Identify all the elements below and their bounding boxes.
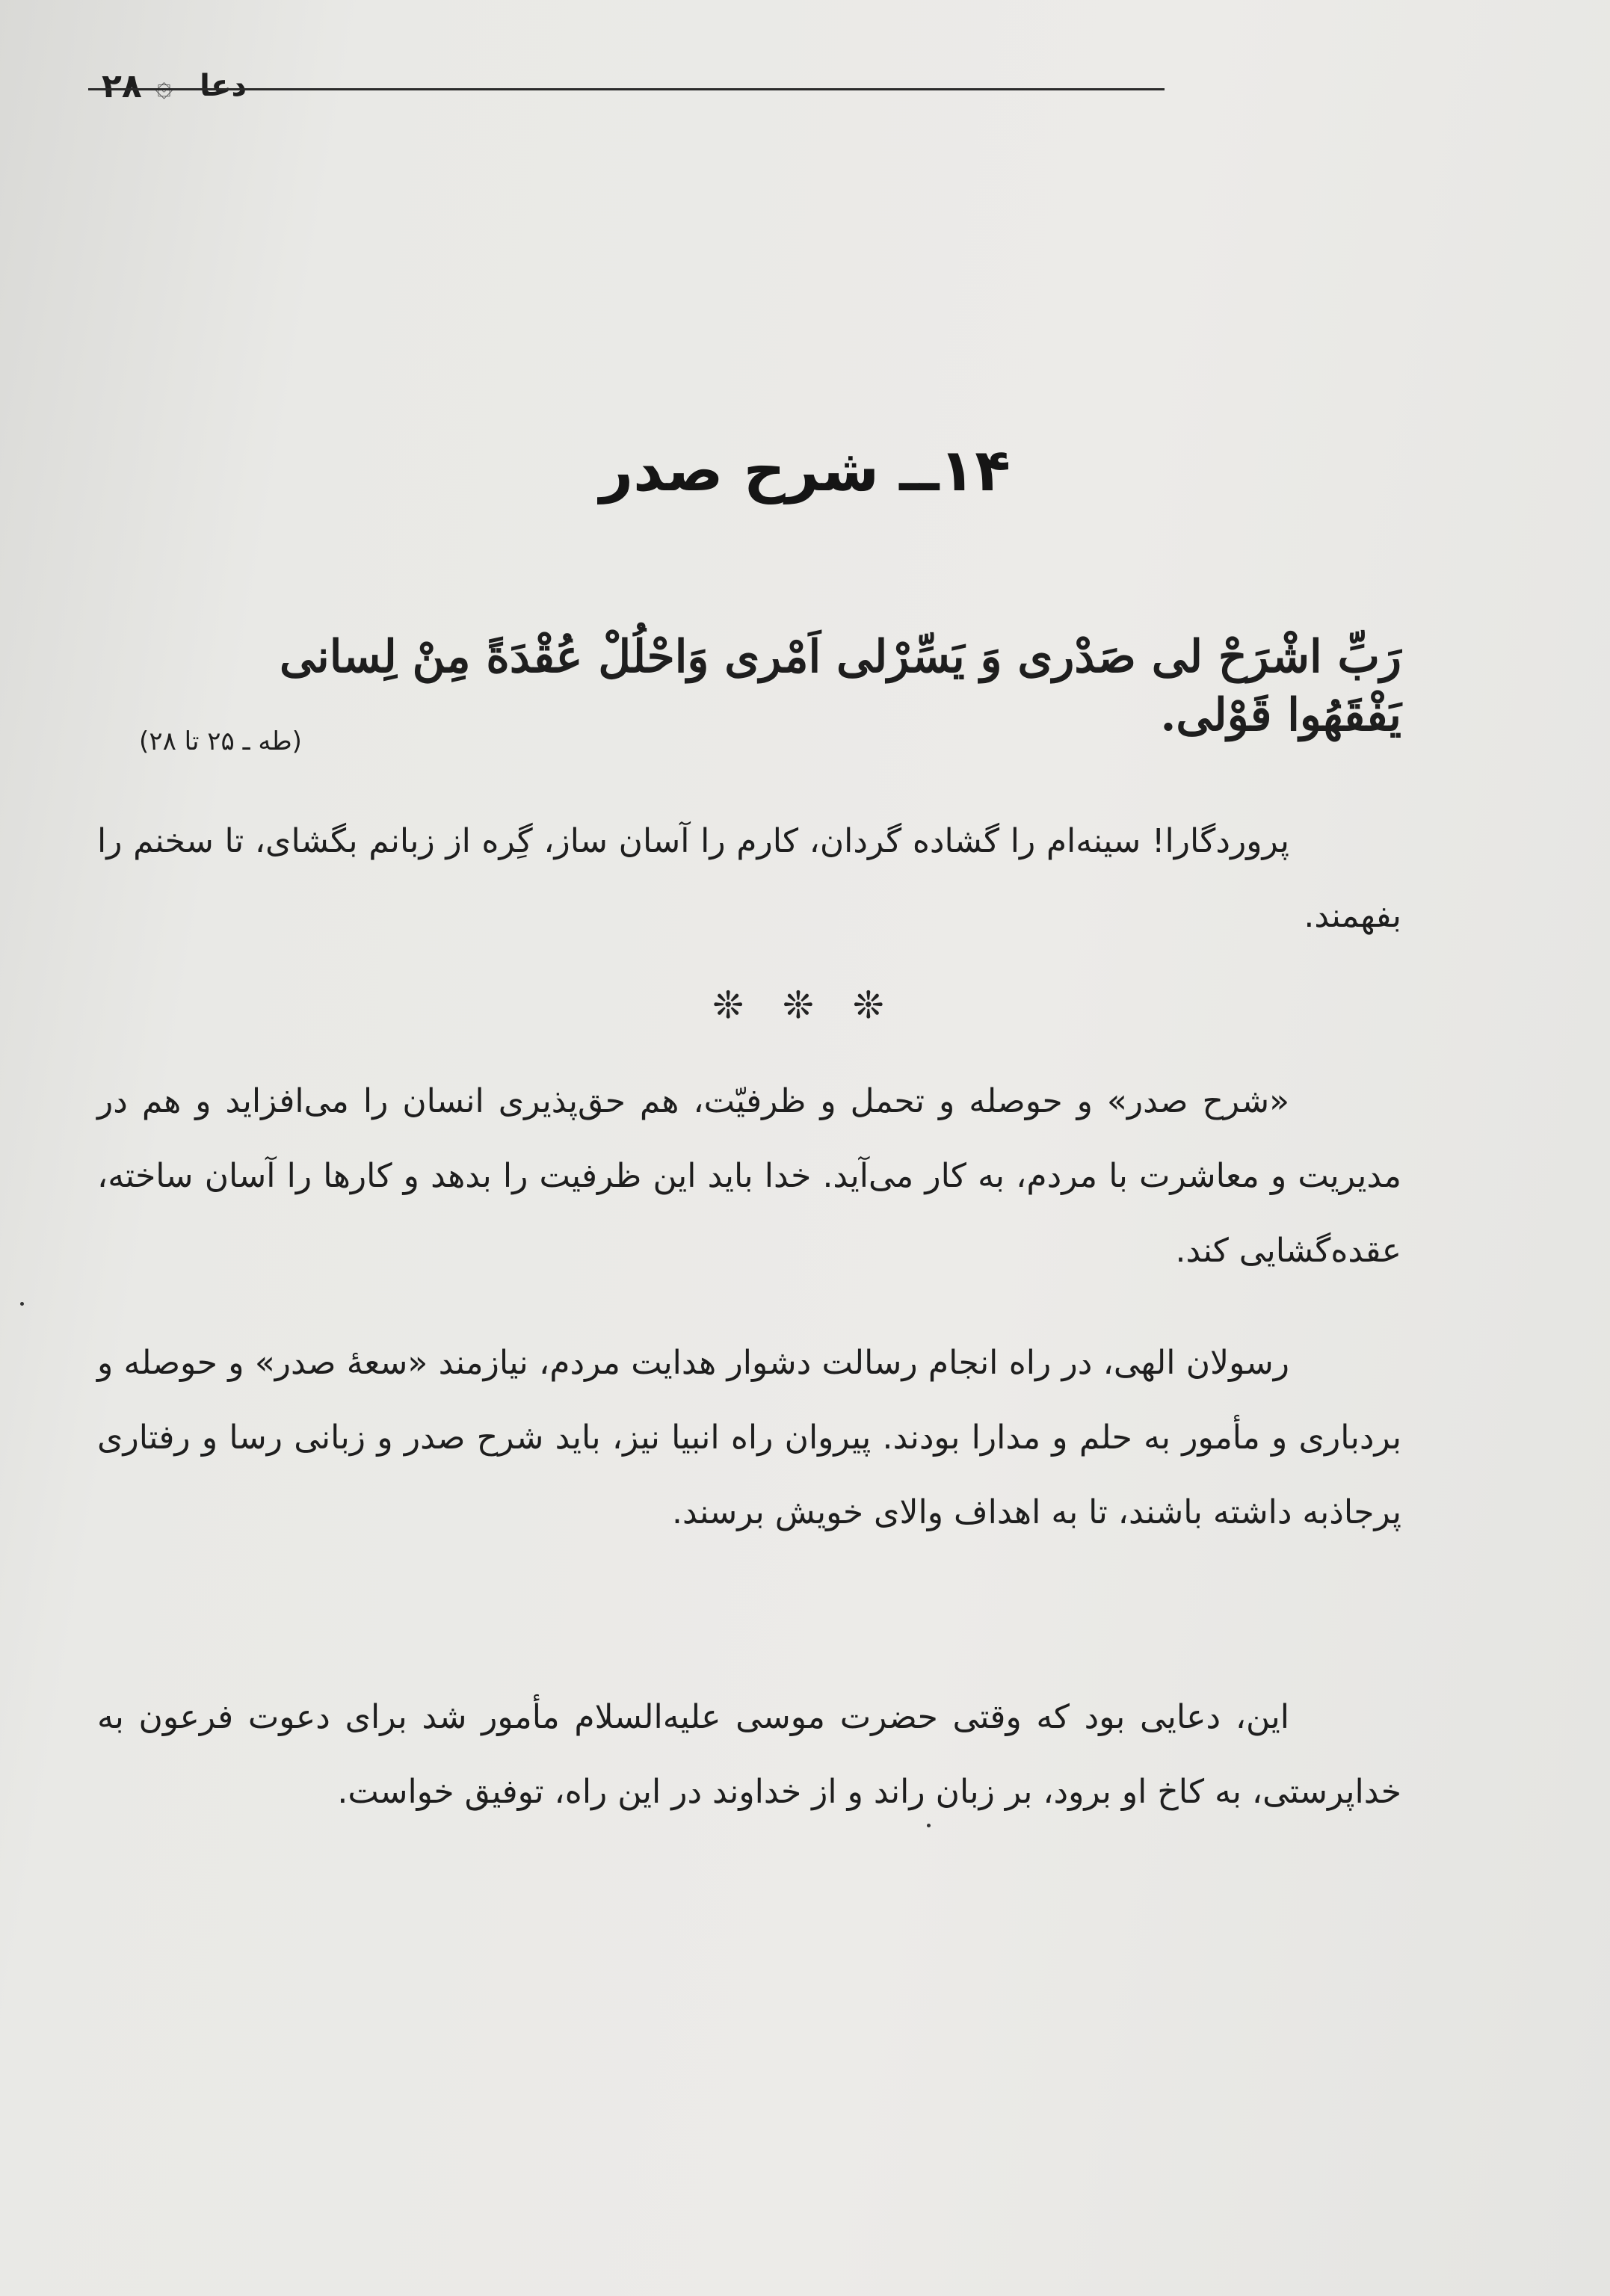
paper-speck [20,1302,24,1306]
quran-verse: رَبِّ اشْرَحْ لی صَدْری وَ یَسِّرْلی اَمْری وَاحْلُلْ عُقْدَةً مِنْ لِسانی یَفْقَهُوا قَوْلی. [280,631,1401,741]
paper-speck [927,1824,931,1827]
flower-ornament-icon: ۞ [155,69,173,103]
header-rule [88,88,1165,90]
running-header [88,52,1374,120]
running-title: دعا [200,69,247,103]
paragraph-intro [97,1064,1401,1289]
paragraph-prophets [97,1326,1401,1550]
chapter-title: ۱۴ــ شرح صدر [599,437,1011,504]
section-separator: ❊ ❊ ❊ [712,984,898,1027]
translation-text: پروردگارا! سینه‌ام را گشاده گردان، کارم را آسان ساز، گِره از زبانم بگشای، تا سخنم را بفهمند. [97,822,1401,935]
verse-reference: (طه ـ ۲۵ تا ۲۸) [139,726,302,756]
intro-text: «شرح صدر» و حوصله و تحمل و ظرفیّت، هم حق‌پذیری انسان را می‌افزاید و هم در مدیریت و معاشرت با مردم، به کار می‌آید. خدا باید این ظرفیت را بدهد و کارها را آسان ساخته، عقده‌گشایی کند. [97,1082,1401,1270]
page-number: ۲۸ [102,67,142,105]
prophets-text: رسولان الهی، در راه انجام رسالت دشوار هدایت مردم، نیازمند «سعهٔ صدر» و حوصله و بردباری و مأمور به حلم و مدارا بودند. پیروان راه انبیا نیز، باید شرح صدر و زبانی رسا و رفتاری پرجاذبه داشته باشند، تا به اهداف والای خویش برسند. [97,1344,1401,1531]
musa-text: این، دعایی بود که وقتی حضرت موسی علیه‌السلام مأمور شد برای دعوت فرعون به خداپرستی، به کاخ او برود، بر زبان راند و از خداوند در این راه، توفیق خواست. [97,1698,1401,1811]
verse-translation [97,804,1401,954]
paragraph-musa [97,1680,1401,1830]
